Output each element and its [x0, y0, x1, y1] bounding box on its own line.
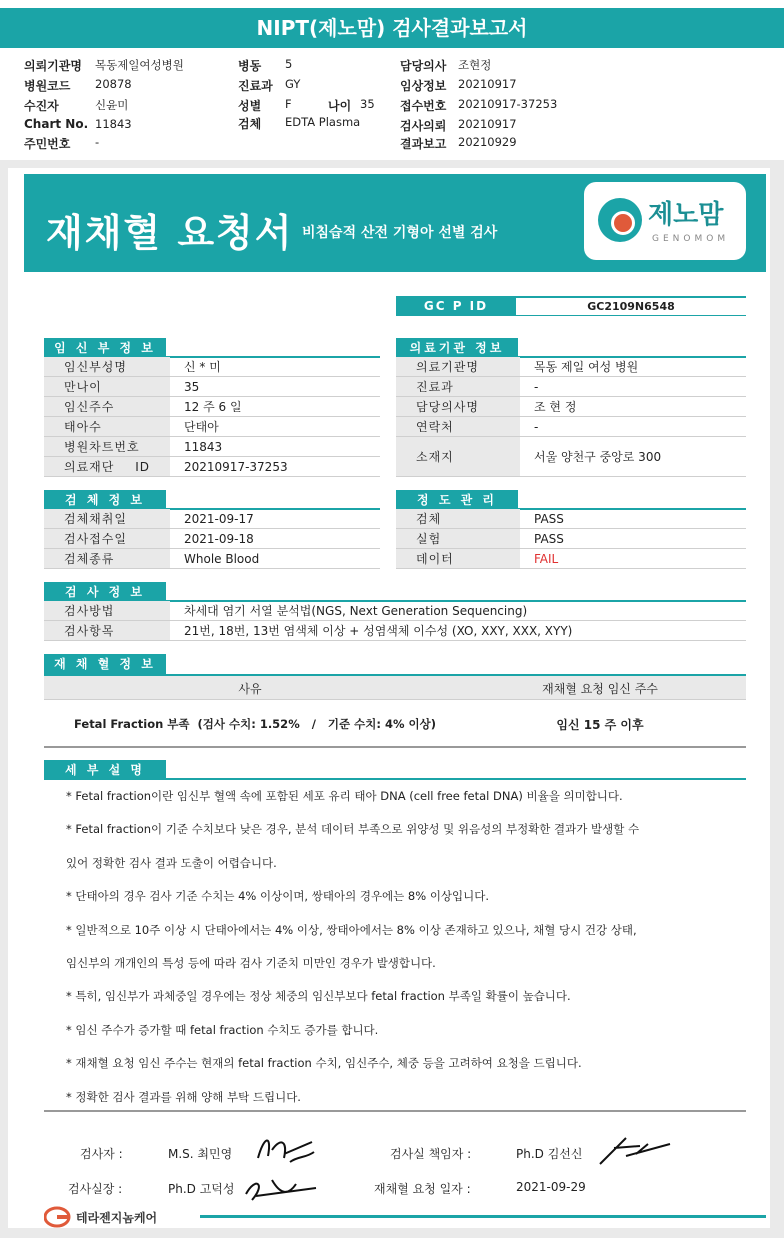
- qc-info-value: PASS: [534, 512, 564, 526]
- company-name: 테라젠지놈케어: [76, 1211, 158, 1225]
- detail-line: * 단태아의 경우 검사 기준 수치는 4% 이상이며, 쌍태아의 경우에는 8% 이상입니다.: [66, 889, 490, 904]
- pregnant-info-key: 임신부성명: [44, 357, 170, 376]
- pregnant-info-value: 신 * 미: [184, 360, 221, 374]
- institution-info-row: [396, 397, 746, 417]
- specimen-info-row: [44, 529, 380, 549]
- institution-info-key: 의료기관명: [396, 357, 520, 376]
- request-label: 검사의뢰: [400, 119, 447, 133]
- specimen-info-value: Whole Blood: [184, 552, 260, 566]
- genomom-logo: [584, 182, 746, 260]
- redraw-date-label: 재채혈 요청 일자 :: [374, 1182, 471, 1196]
- gcpid-label: GC P ID: [396, 296, 516, 316]
- pregnant-info-row: [44, 377, 380, 397]
- rrn-label: 주민번호: [24, 137, 71, 151]
- redraw-bottom-line: [44, 746, 746, 748]
- pregnant-info-row: [44, 417, 380, 437]
- institution-info-row: [396, 357, 746, 377]
- gcpid-value: GC2109N6548: [516, 296, 746, 316]
- pregnant-info-row: [44, 437, 380, 457]
- examinee-label: 수진자: [24, 99, 59, 113]
- institution-info-value: 조 현 정: [534, 400, 577, 414]
- qc-info-key: 실험: [396, 529, 520, 548]
- redraw-col-weeks: 재채혈 요청 임신 주수: [542, 682, 658, 696]
- specimen-info-key: 검체종류: [44, 549, 170, 568]
- detail-line: 임신부의 개개인의 특성 등에 따라 검사 기준치 미만인 경우가 발생합니다.: [66, 956, 436, 970]
- pregnant-info-value: 단태아: [184, 420, 219, 434]
- test-info-value: 21번, 18번, 13번 염색체 이상 + 성염색체 이수성 (XO, XXY, XXX, XYY): [184, 624, 573, 638]
- lab-head-label: 검사실 책임자 :: [390, 1147, 472, 1161]
- logo-en: GENOMOM: [652, 234, 730, 244]
- pregnant-info-key: 의료재단 ID: [44, 457, 170, 476]
- pregnant-info-key: 태아수: [44, 417, 170, 436]
- pregnant-info-key: 병원차트번호: [44, 437, 170, 456]
- specimen-info-key: 검체채취일: [44, 509, 170, 528]
- test-info-key: 검사항목: [44, 621, 170, 640]
- institution-info-title: 의료기관 정보: [396, 338, 518, 358]
- company-logo-icon: [44, 1206, 74, 1228]
- details-bottom-line: [44, 1110, 746, 1112]
- detail-line: * 재채혈 요청 임신 주수는 현재의 fetal fraction 수치, 임신주수, 체중 등을 고려하여 요청을 드립니다.: [66, 1056, 582, 1071]
- institution-label: 의뢰기관명: [24, 59, 82, 73]
- doctor-value: 조현정: [458, 58, 492, 72]
- footer-line: [200, 1215, 766, 1218]
- pregnant-info-value: 11843: [184, 440, 223, 454]
- chart-label: Chart No.: [24, 117, 89, 131]
- institution-info-key: 담당의사명: [396, 397, 520, 416]
- test-info-row: [44, 601, 746, 621]
- banner: [24, 174, 766, 272]
- examiner-name: M.S. 최민영: [168, 1147, 233, 1161]
- qc-info-key: 검체: [396, 509, 520, 528]
- pregnant-info-row: [44, 397, 380, 417]
- qc-info-row: [396, 509, 746, 529]
- director-name: Ph.D 고덕성: [168, 1182, 235, 1196]
- director-label: 검사실장 :: [68, 1182, 123, 1196]
- report-header: [0, 55, 784, 155]
- examinee-value: 신윤미: [95, 98, 129, 112]
- doctor-label: 담당의사: [400, 59, 447, 73]
- detail-line: * 일반적으로 10주 이상 시 단태아에서는 4% 이상, 쌍태아에서는 8% 이상 존재하고 있으나, 채혈 당시 건강 상태,: [66, 922, 637, 937]
- logo-name: 제노맘: [648, 200, 724, 230]
- institution-info-value: 서울 양천구 중앙로 300: [534, 450, 662, 464]
- banner-title: 재채혈 요청서: [46, 211, 294, 255]
- detail-line: * 임신 주수가 증가할 때 fetal fraction 수치도 증가를 합니다.: [66, 1022, 379, 1037]
- redraw-col-reason: 사유: [238, 682, 262, 696]
- request-value: 20210917: [458, 117, 517, 131]
- specimen-label: 검체: [238, 117, 262, 131]
- institution-info-key: 연락처: [396, 417, 520, 436]
- institution-info-key: 소재지: [396, 437, 520, 476]
- director-signature: [236, 1166, 326, 1210]
- specimen-info-key: 검사접수일: [44, 529, 170, 548]
- specimen-info-value: 2021-09-18: [184, 532, 254, 546]
- pregnant-info-title: 임 신 부 정 보: [44, 338, 166, 358]
- specimen-info-title: 검 체 정 보: [44, 490, 166, 510]
- specimen-info-value: 2021-09-17: [184, 512, 254, 526]
- qc-info-value: PASS: [534, 532, 564, 546]
- hospital-code-value: 20878: [95, 77, 132, 91]
- genomom-logo-icon: [598, 198, 642, 242]
- ward-label: 병동: [238, 59, 262, 73]
- institution-info-value: -: [534, 420, 539, 434]
- redraw-reason: Fetal Fraction 부족 (검사 수치: 1.52% / 기준 수치: 4% 이상): [74, 717, 436, 731]
- detail-line: * Fetal fraction이 기준 수치보다 낮은 경우, 분석 데이터 부족으로 위양성 및 위음성의 부정확한 결과가 발생할 수: [66, 822, 640, 837]
- pregnant-info-value: 20210917-37253: [184, 460, 288, 474]
- clinical-label: 임상정보: [400, 79, 447, 93]
- qc-info-title: 정 도 관 리: [396, 490, 518, 510]
- redraw-date: 2021-09-29: [516, 1180, 586, 1194]
- details-line: [44, 778, 746, 780]
- ward-value: 5: [285, 57, 293, 71]
- pregnant-info-key: 만나이: [44, 377, 170, 396]
- institution-info-row: [396, 437, 746, 477]
- test-info-title: 검 사 정 보: [44, 582, 166, 602]
- report-label: 결과보고: [400, 137, 447, 151]
- receipt-label: 접수번호: [400, 99, 447, 113]
- redraw-weeks: 임신 15 주 이후: [556, 718, 644, 732]
- specimen-info-row: [44, 549, 380, 569]
- qc-info-value: FAIL: [534, 552, 559, 566]
- dept-label: 진료과: [238, 79, 273, 93]
- lab-head-signature: [596, 1130, 676, 1170]
- institution-value: 목동제일여성병원: [95, 58, 184, 72]
- test-info-value: 차세대 염기 서열 분석법(NGS, Next Generation Sequencing): [184, 604, 528, 618]
- receipt-value: 20210917-37253: [458, 97, 558, 111]
- detail-line: * Fetal fraction이란 임신부 혈액 속에 포함된 세포 유리 태아 DNA (cell free fetal DNA) 비율을 의미합니다.: [66, 789, 623, 803]
- pregnant-info-value: 12 주 6 일: [184, 400, 242, 414]
- sex-value: F: [285, 97, 292, 111]
- pregnant-info-value: 35: [184, 380, 200, 394]
- age-label: 나이: [328, 99, 352, 113]
- banner-subtitle: 비침습적 산전 기형아 선별 검사: [302, 225, 498, 241]
- detail-line: * 특히, 임신부가 과체중일 경우에는 정상 체중의 임신부보다 fetal fraction 부족일 확률이 높습니다.: [66, 989, 571, 1004]
- age-value: 35: [360, 97, 375, 111]
- detail-line: 있어 정확한 검사 결과 도출이 어렵습니다.: [66, 855, 277, 870]
- examiner-label: 검사자 :: [80, 1147, 123, 1161]
- pregnant-info-row: [44, 457, 380, 477]
- rrn-value: -: [95, 135, 100, 149]
- lab-head-name: Ph.D 김선신: [516, 1147, 583, 1161]
- pregnant-info-key: 임신주수: [44, 397, 170, 416]
- chart-value: 11843: [95, 117, 132, 131]
- sex-label: 성별: [238, 99, 262, 113]
- report-value: 20210929: [458, 135, 517, 149]
- hospital-code-label: 병원코드: [24, 79, 71, 93]
- institution-info-key: 진료과: [396, 377, 520, 396]
- detail-line: * 정확한 검사 결과를 위해 양해 부탁 드립니다.: [66, 1089, 301, 1104]
- redraw-info-title: 재 채 혈 정 보: [44, 654, 166, 674]
- test-info-key: 검사방법: [44, 601, 170, 620]
- report-title: NIPT(제노맘) 검사결과보고서: [0, 8, 784, 48]
- qc-info-row: [396, 529, 746, 549]
- qc-info-key: 데이터: [396, 549, 520, 568]
- institution-info-value: 목동 제일 여성 병원: [534, 360, 639, 374]
- institution-info-value: -: [534, 380, 539, 394]
- specimen-value: EDTA Plasma: [285, 115, 361, 129]
- specimen-info-row: [44, 509, 380, 529]
- pregnant-info-row: [44, 357, 380, 377]
- clinical-value: 20210917: [458, 77, 517, 91]
- dept-value: GY: [285, 77, 301, 91]
- test-info-row: [44, 621, 746, 641]
- institution-info-row: [396, 377, 746, 397]
- qc-info-row: [396, 549, 746, 569]
- institution-info-row: [396, 417, 746, 437]
- details-title: 세 부 설 명: [44, 760, 166, 780]
